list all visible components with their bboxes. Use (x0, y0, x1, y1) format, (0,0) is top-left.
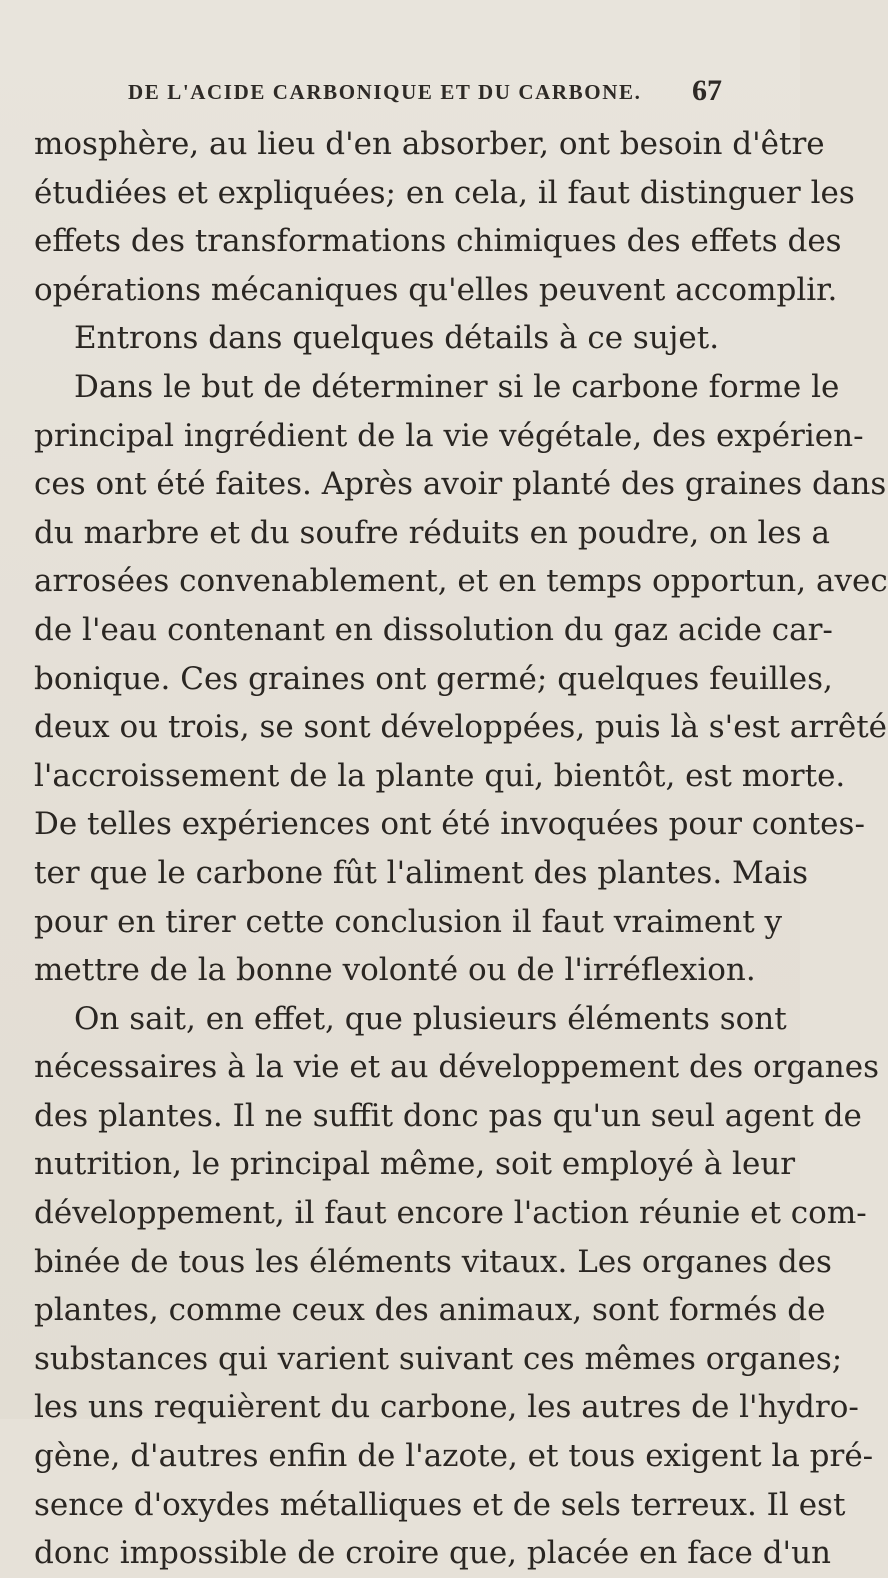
text-line: sence d'oxydes métalliques et de sels terreux. Il est (34, 1486, 846, 1523)
text-line: du marbre et du soufre réduits en poudre, on les a (34, 514, 831, 551)
text-line: développement, il faut encore l'action réunie et com- (34, 1195, 867, 1232)
text-line: les uns requièrent du carbone, les autres de l'hydro- (34, 1389, 859, 1426)
text-line: de l'eau contenant en dissolution du gaz acide car- (34, 611, 833, 648)
text-line: donc impossible de croire que, placée en face d'un (34, 1535, 832, 1572)
text-line: ces ont été faites. Après avoir planté des graines dans (34, 466, 887, 503)
text-line: Entrons dans quelques détails à ce sujet. (74, 320, 720, 357)
text-line: effets des transformations chimiques des effets des (34, 223, 842, 260)
text-line: Dans le but de déterminer si le carbone forme le (74, 368, 840, 405)
text-line: mosphère, au lieu d'en absorber, ont besoin d'être (34, 126, 825, 162)
text-line: binée de tous les éléments vitaux. Les organes des (34, 1243, 832, 1280)
text-line: deux ou trois, se sont développées, puis là s'est arrêté (34, 709, 888, 746)
text-line: mettre de la bonne volonté ou de l'irréflexion. (34, 952, 756, 989)
text-line: substances qui varient suivant ces mêmes organes; (34, 1340, 843, 1377)
text-line: On sait, en effet, que plusieurs éléments sont (74, 1000, 787, 1037)
text-line: principal ingrédient de la vie végétale, des expérien- (34, 417, 864, 454)
text-line: bonique. Ces graines ont germé; quelques feuilles, (34, 660, 833, 697)
text-line: nécessaires à la vie et au développement des organes (34, 1049, 879, 1086)
page-number: 67 (692, 74, 722, 107)
text-line: des plantes. Il ne suffit donc pas qu'un seul agent de (34, 1097, 862, 1134)
text-line: nutrition, le principal même, soit employé à leur (34, 1146, 796, 1183)
body-text (34, 120, 888, 1578)
text-line: gène, d'autres enfin de l'azote, et tous exigent la pré- (34, 1438, 874, 1475)
text-line: l'accroissement de la plante qui, bientôt, est morte. (34, 757, 846, 794)
page-header (100, 74, 722, 114)
text-line: opérations mécaniques qu'elles peuvent accomplir. (34, 271, 838, 308)
text-line: pour en tirer cette conclusion il faut vraiment y (34, 903, 783, 940)
text-line: arrosées convenablement, et en temps opportun, avec (34, 563, 888, 600)
text-line: étudiées et expliquées; en cela, il faut distinguer les (34, 174, 855, 211)
text-line: ter que le carbone fût l'aliment des plantes. Mais (34, 854, 809, 891)
text-line: De telles expériences ont été invoquées pour contes- (34, 806, 865, 843)
running-head: DE L'ACIDE CARBONIQUE ET DU CARBONE. (128, 80, 642, 104)
text-line: plantes, comme ceux des animaux, sont formés de (34, 1292, 826, 1329)
